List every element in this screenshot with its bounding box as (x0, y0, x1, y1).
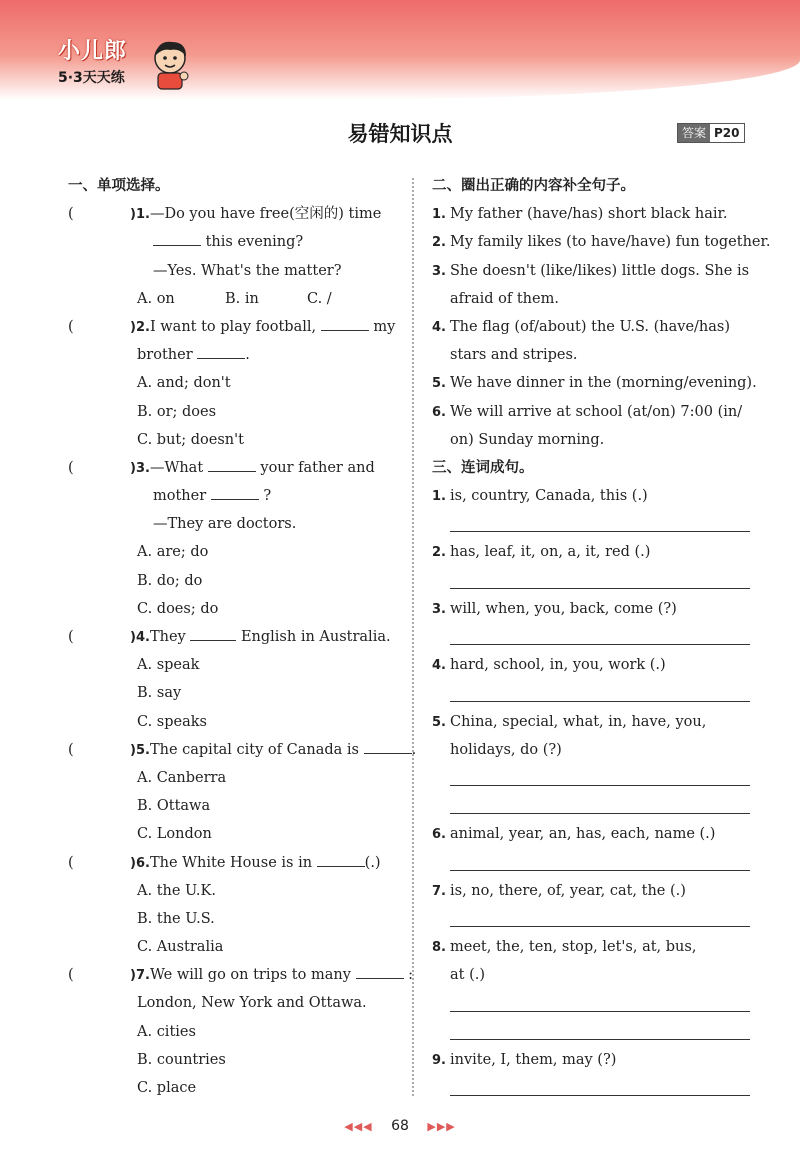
circle-item-3[interactable]: 3. She doesn't (like/likes) little dogs. She is (432, 262, 750, 279)
circle-item-5[interactable]: 5. We have dinner in the (morning/evening). (432, 375, 757, 392)
reorder-item-7: 7. is, no, there, of, year, cat, the (.) (432, 882, 686, 899)
options: A. on B. in C. / (137, 290, 332, 307)
fill-blank[interactable] (190, 624, 236, 641)
reorder-item-5: 5. China, special, what, in, have, you, (432, 713, 707, 730)
answer-line[interactable] (432, 849, 750, 877)
answer-paren[interactable]: ( (68, 206, 74, 223)
next-arrows-icon[interactable]: ▶▶▶ (427, 1120, 456, 1133)
circle-item-1[interactable]: 1. My father (have/has) short black hair. (432, 206, 728, 223)
answer-label: 答案 (678, 124, 710, 142)
answer-line[interactable] (432, 1018, 750, 1046)
brand-series: 5·3天天练 (58, 70, 125, 86)
circle-item-2[interactable]: 2. My family likes (to have/have) fun together. (432, 234, 771, 251)
fill-blank[interactable] (317, 850, 365, 867)
circle-item-4[interactable]: 4. The flag (of/about) the U.S. (have/has) (432, 318, 731, 335)
reorder-item-4: 4. hard, school, in, you, work (.) (432, 657, 666, 674)
answer-paren[interactable]: ( (68, 741, 74, 758)
prev-arrows-icon[interactable]: ◀◀◀ (344, 1120, 373, 1133)
page-number: 68 (391, 1118, 409, 1134)
section3-title: 三、连词成句。 (432, 459, 534, 476)
answer-reference (677, 123, 745, 143)
answer-line[interactable] (432, 510, 750, 538)
answer-line[interactable] (432, 764, 750, 792)
reorder-item-1: 1. is, country, Canada, this (.) (432, 488, 648, 505)
reorder-item-2: 2. has, leaf, it, on, a, it, red (.) (432, 544, 651, 561)
fill-blank[interactable] (153, 229, 201, 246)
fill-blank[interactable] (197, 342, 245, 359)
answer-line[interactable] (432, 792, 750, 820)
fill-blank[interactable] (208, 455, 256, 472)
question-6: ( )6.The White House is in (.) (68, 849, 398, 877)
page-footer (0, 1118, 800, 1134)
mascot-boy-icon (146, 38, 194, 90)
answer-paren[interactable]: ( (68, 459, 74, 476)
answer-line[interactable] (432, 679, 750, 707)
answer-paren[interactable]: ( (68, 318, 74, 335)
reorder-item-9: 9. invite, I, them, may (?) (432, 1051, 617, 1068)
section2-title: 二、圈出正确的内容补全句子。 (432, 178, 635, 194)
brand-name: 小儿郎 (58, 39, 128, 64)
answer-paren[interactable]: ( (68, 629, 74, 645)
fill-blank[interactable] (356, 962, 404, 979)
circle-item-6[interactable]: 6. We will arrive at school (at/on) 7:00 (in/ (432, 403, 743, 420)
brand-logo (58, 34, 127, 87)
section-multiple-choice: 一、单项选择。 ( )1.—Do you have free(空闲的) time this evening? —Yes. What's the matter? A. on B. in C. / ( )2.I want to play football, my brother . A. and; don't B. or; does C. but; doesn't ( )3.—What your father and mother ? —They are doctors. A. are; do B. do; do C. does; do ( )4.They English in Australia. A. speak B. say C. speaks ( )5.The capital city of Canada is . A. Canberra B. Ottawa C. London ( )6.The White House is in (.) A. the U.K. B. the U.S. C. Australia ( )7.We will go on trips to many : London, New York and Ottawa. A. cities B. countries C. place (68, 172, 398, 1102)
question-2: ( )2.I want to play football, my (68, 313, 398, 341)
reorder-item-3: 3. will, when, you, back, come (?) (432, 600, 677, 617)
reorder-item-6: 6. animal, year, an, has, each, name (.) (432, 826, 716, 843)
answer-line[interactable] (432, 989, 750, 1017)
answer-line[interactable] (432, 567, 750, 595)
question-3: ( )3.—What your father and (68, 454, 398, 482)
answer-paren[interactable]: ( (68, 967, 74, 984)
question-5: ( )5.The capital city of Canada is . (68, 736, 398, 764)
page-title: 易错知识点 (347, 122, 453, 146)
answer-line[interactable] (432, 623, 750, 651)
question-4: ( )4.They English in Australia. (68, 623, 398, 651)
fill-blank[interactable] (364, 737, 412, 754)
answer-line[interactable] (432, 905, 750, 933)
section-right: 二、圈出正确的内容补全句子。 1. My father (have/has) short black hair. 2. My family likes (to have/have) fun together. 3. She doesn't (like/likes) little dogs. She is afraid of them. 4. The flag (of/about) the U.S. (have/has) stars and stripes. 5. We have dinner in the (morning/evening). 6. We will arrive at school (at/on) 7:00 (in/ on) Sunday morning. 三、连词成句。 1. is, country, Canada, this (.) 2. has, leaf, it, on, a, it, red (.) 3. will, when, you, back, come (?) 4. hard, school, in, you, work (.) 5. China, special, what, in, have, you, holidays, do (?) 6. animal, year, an, has, each, name (.) 7. is, no, there, of, year, cat, the (.) 8. meet, the, ten, stop, let's, at, bus, at (.) 9. invite, I, them, may (?) (432, 172, 750, 1102)
question-1: ( )1.—Do you have free(空闲的) time (68, 200, 398, 228)
reorder-item-8: 8. meet, the, ten, stop, let's, at, bus, (432, 939, 697, 956)
answer-page: P20 (710, 124, 744, 142)
column-divider (412, 178, 414, 1096)
answer-paren[interactable]: ( (68, 854, 74, 871)
fill-blank[interactable] (211, 483, 259, 500)
fill-blank[interactable] (321, 314, 369, 331)
section1-title: 一、单项选择。 (68, 178, 170, 194)
question-7: ( )7.We will go on trips to many : (68, 961, 398, 989)
answer-line[interactable] (432, 1074, 750, 1102)
